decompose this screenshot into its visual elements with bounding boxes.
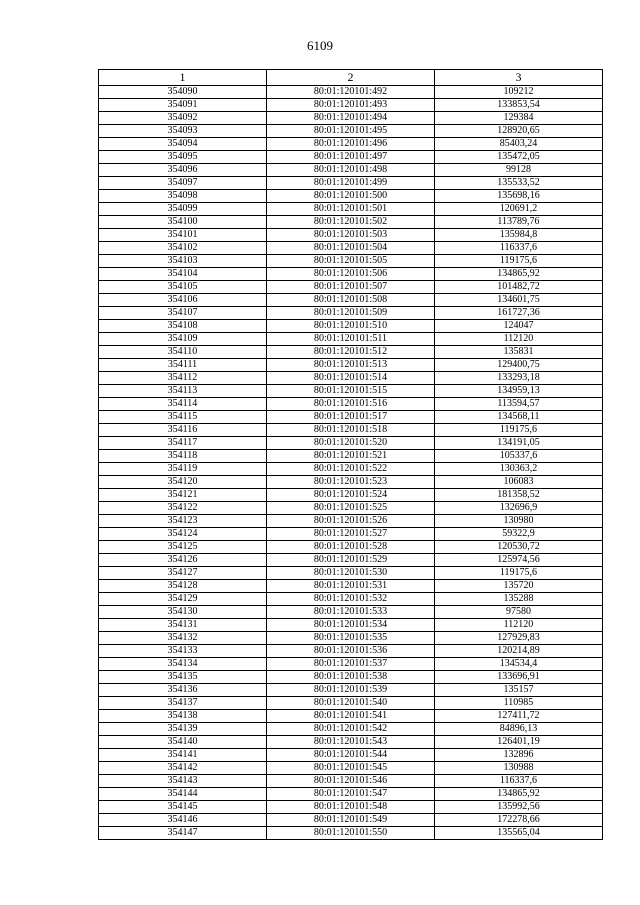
value-cell: 109212 — [435, 86, 603, 99]
value-cell: 134865,92 — [435, 268, 603, 281]
value-cell: 120214,89 — [435, 645, 603, 658]
table-row — [99, 567, 603, 580]
cadastral-number-cell: 80:01:120101:542 — [267, 723, 435, 736]
value-cell: 135831 — [435, 346, 603, 359]
row-number-cell: 354101 — [99, 229, 267, 242]
value-cell: 135157 — [435, 684, 603, 697]
table-row — [99, 697, 603, 710]
table-row — [99, 398, 603, 411]
value-cell: 116337,6 — [435, 242, 603, 255]
row-number-cell: 354100 — [99, 216, 267, 229]
value-cell: 106083 — [435, 476, 603, 489]
cadastral-number-cell: 80:01:120101:539 — [267, 684, 435, 697]
row-number-cell: 354095 — [99, 151, 267, 164]
table-row — [99, 515, 603, 528]
row-number-cell: 354117 — [99, 437, 267, 450]
cadastral-number-cell: 80:01:120101:529 — [267, 554, 435, 567]
row-number-cell: 354098 — [99, 190, 267, 203]
value-cell: 120691,2 — [435, 203, 603, 216]
table-row — [99, 463, 603, 476]
value-cell: 133853,54 — [435, 99, 603, 112]
table-row — [99, 307, 603, 320]
value-cell: 135698,16 — [435, 190, 603, 203]
table-row — [99, 645, 603, 658]
value-cell: 134191,05 — [435, 437, 603, 450]
value-cell: 134534,4 — [435, 658, 603, 671]
row-number-cell: 354090 — [99, 86, 267, 99]
cadastral-number-cell: 80:01:120101:530 — [267, 567, 435, 580]
cadastral-number-cell: 80:01:120101:498 — [267, 164, 435, 177]
cadastral-number-cell: 80:01:120101:499 — [267, 177, 435, 190]
cadastral-number-cell: 80:01:120101:516 — [267, 398, 435, 411]
table-row — [99, 762, 603, 775]
cadastral-number-cell: 80:01:120101:522 — [267, 463, 435, 476]
row-number-cell: 354091 — [99, 99, 267, 112]
cadastral-number-cell: 80:01:120101:545 — [267, 762, 435, 775]
table-row — [99, 216, 603, 229]
row-number-cell: 354141 — [99, 749, 267, 762]
value-cell: 135565,04 — [435, 827, 603, 840]
cadastral-number-cell: 80:01:120101:515 — [267, 385, 435, 398]
table-row — [99, 541, 603, 554]
cadastral-number-cell: 80:01:120101:543 — [267, 736, 435, 749]
value-cell: 135472,05 — [435, 151, 603, 164]
table-row — [99, 125, 603, 138]
table-row — [99, 255, 603, 268]
table-row — [99, 229, 603, 242]
table-row — [99, 684, 603, 697]
row-number-cell: 354093 — [99, 125, 267, 138]
row-number-cell: 354102 — [99, 242, 267, 255]
value-cell: 134865,92 — [435, 788, 603, 801]
row-number-cell: 354096 — [99, 164, 267, 177]
cadastral-number-cell: 80:01:120101:511 — [267, 333, 435, 346]
cadastral-number-cell: 80:01:120101:546 — [267, 775, 435, 788]
value-cell: 134601,75 — [435, 294, 603, 307]
cadastral-number-cell: 80:01:120101:537 — [267, 658, 435, 671]
row-number-cell: 354103 — [99, 255, 267, 268]
value-cell: 161727,36 — [435, 307, 603, 320]
row-number-cell: 354106 — [99, 294, 267, 307]
table-row — [99, 775, 603, 788]
row-number-cell: 354140 — [99, 736, 267, 749]
table-row — [99, 801, 603, 814]
row-number-cell: 354128 — [99, 580, 267, 593]
value-cell: 135984,8 — [435, 229, 603, 242]
cadastral-number-cell: 80:01:120101:493 — [267, 99, 435, 112]
row-number-cell: 354099 — [99, 203, 267, 216]
table-body — [99, 86, 603, 840]
cadastral-number-cell: 80:01:120101:534 — [267, 619, 435, 632]
value-cell: 84896,13 — [435, 723, 603, 736]
table-row — [99, 632, 603, 645]
row-number-cell: 354121 — [99, 489, 267, 502]
row-number-cell: 354136 — [99, 684, 267, 697]
row-number-cell: 354104 — [99, 268, 267, 281]
table-row — [99, 281, 603, 294]
cadastral-number-cell: 80:01:120101:532 — [267, 593, 435, 606]
value-cell: 135720 — [435, 580, 603, 593]
value-cell: 85403,24 — [435, 138, 603, 151]
value-cell: 105337,6 — [435, 450, 603, 463]
cadastral-number-cell: 80:01:120101:524 — [267, 489, 435, 502]
row-number-cell: 354109 — [99, 333, 267, 346]
value-cell: 119175,6 — [435, 424, 603, 437]
cadastral-number-cell: 80:01:120101:521 — [267, 450, 435, 463]
table-row — [99, 827, 603, 840]
value-cell: 181358,52 — [435, 489, 603, 502]
row-number-cell: 354110 — [99, 346, 267, 359]
value-cell: 112120 — [435, 333, 603, 346]
value-cell: 125974,56 — [435, 554, 603, 567]
table-row — [99, 99, 603, 112]
row-number-cell: 354130 — [99, 606, 267, 619]
value-cell: 127411,72 — [435, 710, 603, 723]
table-row — [99, 710, 603, 723]
cadastral-value-table — [98, 69, 603, 840]
table-row — [99, 346, 603, 359]
cadastral-number-cell: 80:01:120101:504 — [267, 242, 435, 255]
table-row — [99, 294, 603, 307]
row-number-cell: 354094 — [99, 138, 267, 151]
cadastral-number-cell: 80:01:120101:512 — [267, 346, 435, 359]
value-cell: 116337,6 — [435, 775, 603, 788]
row-number-cell: 354114 — [99, 398, 267, 411]
cadastral-number-cell: 80:01:120101:518 — [267, 424, 435, 437]
table-row — [99, 450, 603, 463]
value-cell: 135288 — [435, 593, 603, 606]
cadastral-number-cell: 80:01:120101:507 — [267, 281, 435, 294]
value-cell: 134959,13 — [435, 385, 603, 398]
row-number-cell: 354145 — [99, 801, 267, 814]
cadastral-number-cell: 80:01:120101:523 — [267, 476, 435, 489]
value-cell: 113594,57 — [435, 398, 603, 411]
row-number-cell: 354123 — [99, 515, 267, 528]
value-cell: 134568,11 — [435, 411, 603, 424]
column-header-1: 1 — [99, 70, 267, 86]
table-row — [99, 190, 603, 203]
value-cell: 129384 — [435, 112, 603, 125]
row-number-cell: 354115 — [99, 411, 267, 424]
row-number-cell: 354131 — [99, 619, 267, 632]
row-number-cell: 354135 — [99, 671, 267, 684]
row-number-cell: 354132 — [99, 632, 267, 645]
row-number-cell: 354147 — [99, 827, 267, 840]
row-number-cell: 354129 — [99, 593, 267, 606]
row-number-cell: 354139 — [99, 723, 267, 736]
table-row — [99, 619, 603, 632]
table-row — [99, 658, 603, 671]
cadastral-number-cell: 80:01:120101:520 — [267, 437, 435, 450]
row-number-cell: 354134 — [99, 658, 267, 671]
cadastral-number-cell: 80:01:120101:549 — [267, 814, 435, 827]
cadastral-number-cell: 80:01:120101:535 — [267, 632, 435, 645]
page-number: 6109 — [307, 38, 333, 53]
cadastral-number-cell: 80:01:120101:510 — [267, 320, 435, 333]
cadastral-number-cell: 80:01:120101:502 — [267, 216, 435, 229]
table-row — [99, 86, 603, 99]
cadastral-number-cell: 80:01:120101:501 — [267, 203, 435, 216]
table-row — [99, 749, 603, 762]
value-cell: 133293,18 — [435, 372, 603, 385]
column-header-2: 2 — [267, 70, 435, 86]
cadastral-number-cell: 80:01:120101:500 — [267, 190, 435, 203]
table-header-row — [99, 70, 603, 86]
value-cell: 129400,75 — [435, 359, 603, 372]
row-number-cell: 354125 — [99, 541, 267, 554]
row-number-cell: 354120 — [99, 476, 267, 489]
table-row — [99, 411, 603, 424]
table-row — [99, 242, 603, 255]
table-row — [99, 788, 603, 801]
row-number-cell: 354113 — [99, 385, 267, 398]
value-cell: 120530,72 — [435, 541, 603, 554]
table-row — [99, 476, 603, 489]
value-cell: 133696,91 — [435, 671, 603, 684]
table-row — [99, 554, 603, 567]
value-cell: 99128 — [435, 164, 603, 177]
table-row — [99, 489, 603, 502]
row-number-cell: 354111 — [99, 359, 267, 372]
table-row — [99, 580, 603, 593]
row-number-cell: 354143 — [99, 775, 267, 788]
value-cell: 135992,56 — [435, 801, 603, 814]
row-number-cell: 354092 — [99, 112, 267, 125]
cadastral-number-cell: 80:01:120101:528 — [267, 541, 435, 554]
cadastral-number-cell: 80:01:120101:503 — [267, 229, 435, 242]
cadastral-number-cell: 80:01:120101:544 — [267, 749, 435, 762]
column-header-3: 3 — [435, 70, 603, 86]
row-number-cell: 354107 — [99, 307, 267, 320]
value-cell: 113789,76 — [435, 216, 603, 229]
cadastral-number-cell: 80:01:120101:496 — [267, 138, 435, 151]
value-cell: 127929,83 — [435, 632, 603, 645]
row-number-cell: 354126 — [99, 554, 267, 567]
cadastral-number-cell: 80:01:120101:495 — [267, 125, 435, 138]
row-number-cell: 354137 — [99, 697, 267, 710]
row-number-cell: 354122 — [99, 502, 267, 515]
row-number-cell: 354133 — [99, 645, 267, 658]
value-cell: 135533,52 — [435, 177, 603, 190]
cadastral-number-cell: 80:01:120101:492 — [267, 86, 435, 99]
value-cell: 110985 — [435, 697, 603, 710]
cadastral-number-cell: 80:01:120101:540 — [267, 697, 435, 710]
table-row — [99, 151, 603, 164]
table-row — [99, 593, 603, 606]
table-row — [99, 138, 603, 151]
value-cell: 119175,6 — [435, 255, 603, 268]
table-row — [99, 528, 603, 541]
cadastral-number-cell: 80:01:120101:531 — [267, 580, 435, 593]
cadastral-number-cell: 80:01:120101:538 — [267, 671, 435, 684]
row-number-cell: 354146 — [99, 814, 267, 827]
value-cell: 128920,65 — [435, 125, 603, 138]
row-number-cell: 354112 — [99, 372, 267, 385]
cadastral-number-cell: 80:01:120101:494 — [267, 112, 435, 125]
row-number-cell: 354119 — [99, 463, 267, 476]
row-number-cell: 354124 — [99, 528, 267, 541]
cadastral-number-cell: 80:01:120101:497 — [267, 151, 435, 164]
value-cell: 124047 — [435, 320, 603, 333]
cadastral-number-cell: 80:01:120101:527 — [267, 528, 435, 541]
table-row — [99, 502, 603, 515]
table-row — [99, 268, 603, 281]
table-row — [99, 385, 603, 398]
row-number-cell: 354105 — [99, 281, 267, 294]
row-number-cell: 354138 — [99, 710, 267, 723]
cadastral-number-cell: 80:01:120101:514 — [267, 372, 435, 385]
row-number-cell: 354127 — [99, 567, 267, 580]
value-cell: 132896 — [435, 749, 603, 762]
table-row — [99, 814, 603, 827]
value-cell: 130363,2 — [435, 463, 603, 476]
value-cell: 97580 — [435, 606, 603, 619]
row-number-cell: 354118 — [99, 450, 267, 463]
cadastral-number-cell: 80:01:120101:533 — [267, 606, 435, 619]
cadastral-number-cell: 80:01:120101:547 — [267, 788, 435, 801]
table-row — [99, 164, 603, 177]
row-number-cell: 354116 — [99, 424, 267, 437]
row-number-cell: 354097 — [99, 177, 267, 190]
cadastral-number-cell: 80:01:120101:505 — [267, 255, 435, 268]
row-number-cell: 354108 — [99, 320, 267, 333]
table-row — [99, 671, 603, 684]
value-cell: 101482,72 — [435, 281, 603, 294]
row-number-cell: 354142 — [99, 762, 267, 775]
value-cell: 126401,19 — [435, 736, 603, 749]
row-number-cell: 354144 — [99, 788, 267, 801]
cadastral-number-cell: 80:01:120101:517 — [267, 411, 435, 424]
cadastral-number-cell: 80:01:120101:506 — [267, 268, 435, 281]
value-cell: 130988 — [435, 762, 603, 775]
cadastral-number-cell: 80:01:120101:550 — [267, 827, 435, 840]
table-row — [99, 606, 603, 619]
table-row — [99, 372, 603, 385]
cadastral-number-cell: 80:01:120101:548 — [267, 801, 435, 814]
value-cell: 130980 — [435, 515, 603, 528]
table-row — [99, 437, 603, 450]
table-row — [99, 359, 603, 372]
cadastral-number-cell: 80:01:120101:525 — [267, 502, 435, 515]
value-cell: 59322,9 — [435, 528, 603, 541]
cadastral-number-cell: 80:01:120101:513 — [267, 359, 435, 372]
cadastral-number-cell: 80:01:120101:541 — [267, 710, 435, 723]
cadastral-number-cell: 80:01:120101:509 — [267, 307, 435, 320]
table-row — [99, 736, 603, 749]
value-cell: 112120 — [435, 619, 603, 632]
value-cell: 172278,66 — [435, 814, 603, 827]
table-row — [99, 112, 603, 125]
cadastral-number-cell: 80:01:120101:536 — [267, 645, 435, 658]
table-row — [99, 203, 603, 216]
table-row — [99, 424, 603, 437]
value-cell: 119175,6 — [435, 567, 603, 580]
value-cell: 132696,9 — [435, 502, 603, 515]
table-row — [99, 320, 603, 333]
cadastral-number-cell: 80:01:120101:508 — [267, 294, 435, 307]
cadastral-number-cell: 80:01:120101:526 — [267, 515, 435, 528]
table-row — [99, 333, 603, 346]
table-row — [99, 177, 603, 190]
table-row — [99, 723, 603, 736]
